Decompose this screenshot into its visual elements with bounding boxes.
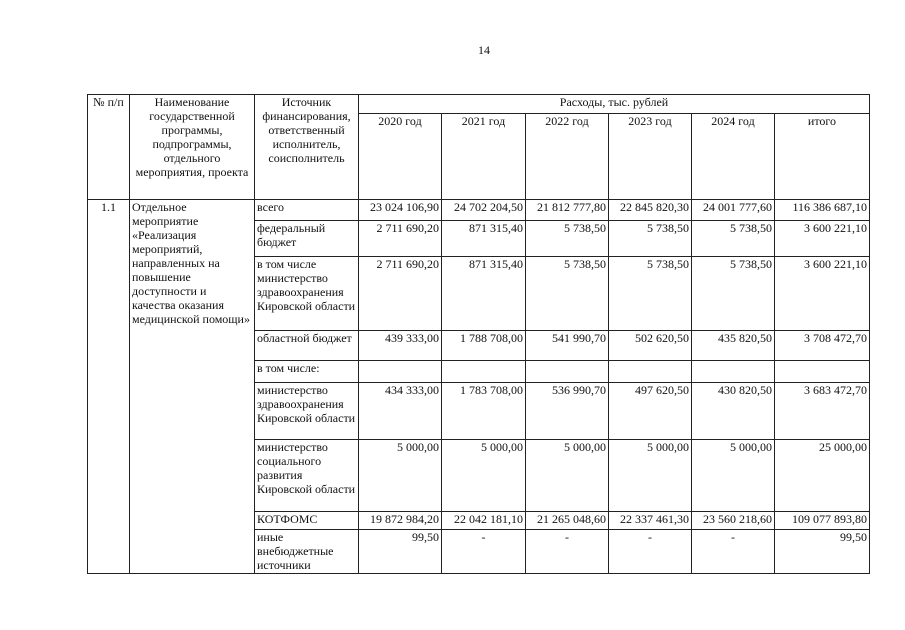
total-cell: 3 600 221,10 xyxy=(775,221,870,257)
value-cell xyxy=(692,361,775,383)
value-cell: 5 738,50 xyxy=(692,221,775,257)
total-cell: 3 683 472,70 xyxy=(775,383,870,440)
value-cell: 1 783 708,00 xyxy=(442,383,526,440)
total-cell: 3 708 472,70 xyxy=(775,331,870,361)
value-cell: 5 738,50 xyxy=(526,257,609,331)
total-cell: 109 077 893,80 xyxy=(775,512,870,530)
value-cell: 439 333,00 xyxy=(359,331,442,361)
value-cell: 22 845 820,30 xyxy=(609,200,692,221)
header-year: 2021 год xyxy=(442,114,526,200)
value-cell: 5 738,50 xyxy=(609,257,692,331)
source-cell: федеральный бюджет xyxy=(255,221,359,257)
value-cell: 5 000,00 xyxy=(526,440,609,512)
value-cell: 2 711 690,20 xyxy=(359,257,442,331)
header-expenses: Расходы, тыс. рублей xyxy=(359,95,870,114)
total-cell: 116 386 687,10 xyxy=(775,200,870,221)
value-cell: 23 560 218,60 xyxy=(692,512,775,530)
header-year: 2022 год xyxy=(526,114,609,200)
value-cell: 497 620,50 xyxy=(609,383,692,440)
value-cell: 871 315,40 xyxy=(442,257,526,331)
value-cell: 22 337 461,30 xyxy=(609,512,692,530)
value-cell: 19 872 984,20 xyxy=(359,512,442,530)
header-name: Наименование государственной программы, подпрограммы, отдельного мероприятия, проекта xyxy=(130,95,255,200)
item-number: 1.1 xyxy=(88,200,130,574)
value-cell xyxy=(359,361,442,383)
value-cell: 1 788 708,00 xyxy=(442,331,526,361)
value-cell: 435 820,50 xyxy=(692,331,775,361)
value-cell: 24 702 204,50 xyxy=(442,200,526,221)
value-cell: 21 812 777,80 xyxy=(526,200,609,221)
value-cell: 2 711 690,20 xyxy=(359,221,442,257)
source-cell: областной бюджет xyxy=(255,331,359,361)
budget-table xyxy=(87,94,870,574)
source-cell: КОТФОМС xyxy=(255,512,359,530)
source-cell: в том числе: xyxy=(255,361,359,383)
value-cell: 5 738,50 xyxy=(692,257,775,331)
total-cell: 99,50 xyxy=(775,530,870,574)
value-cell: 24 001 777,60 xyxy=(692,200,775,221)
value-cell: - xyxy=(609,530,692,574)
value-cell: 871 315,40 xyxy=(442,221,526,257)
value-cell: 5 000,00 xyxy=(442,440,526,512)
value-cell: 536 990,70 xyxy=(526,383,609,440)
source-cell: министерство социального развития Кировской области xyxy=(255,440,359,512)
value-cell: 21 265 048,60 xyxy=(526,512,609,530)
value-cell: 434 333,00 xyxy=(359,383,442,440)
source-cell: иные внебюджетные источники xyxy=(255,530,359,574)
header-year: 2020 год xyxy=(359,114,442,200)
value-cell: 541 990,70 xyxy=(526,331,609,361)
header-num: № п/п xyxy=(88,95,130,200)
total-cell: 25 000,00 xyxy=(775,440,870,512)
header-year: 2024 год xyxy=(692,114,775,200)
source-cell: министерство здравоохранения Кировской области xyxy=(255,383,359,440)
value-cell: 5 000,00 xyxy=(692,440,775,512)
value-cell xyxy=(526,361,609,383)
value-cell: 502 620,50 xyxy=(609,331,692,361)
value-cell: 99,50 xyxy=(359,530,442,574)
item-name: Отдельное мероприятие «Реализация мероприятий, направленных на повышение доступности и качества оказания медицинской помощи» xyxy=(130,200,255,574)
header-row xyxy=(88,95,870,114)
value-cell xyxy=(609,361,692,383)
source-cell: в том числе министерство здравоохранения Кировской области xyxy=(255,257,359,331)
page-number: 14 xyxy=(478,43,490,57)
value-cell: - xyxy=(526,530,609,574)
value-cell: 5 000,00 xyxy=(359,440,442,512)
source-cell: всего xyxy=(255,200,359,221)
total-cell: 3 600 221,10 xyxy=(775,257,870,331)
header-total: итого xyxy=(775,114,870,200)
value-cell: 5 738,50 xyxy=(609,221,692,257)
table-row xyxy=(88,200,870,221)
value-cell: - xyxy=(692,530,775,574)
total-cell xyxy=(775,361,870,383)
value-cell: 5 000,00 xyxy=(609,440,692,512)
value-cell: - xyxy=(442,530,526,574)
header-year: 2023 год xyxy=(609,114,692,200)
header-source: Источник финансирования, ответственный исполнитель, соисполнитель xyxy=(255,95,359,200)
value-cell: 430 820,50 xyxy=(692,383,775,440)
value-cell: 5 738,50 xyxy=(526,221,609,257)
value-cell xyxy=(442,361,526,383)
value-cell: 22 042 181,10 xyxy=(442,512,526,530)
value-cell: 23 024 106,90 xyxy=(359,200,442,221)
